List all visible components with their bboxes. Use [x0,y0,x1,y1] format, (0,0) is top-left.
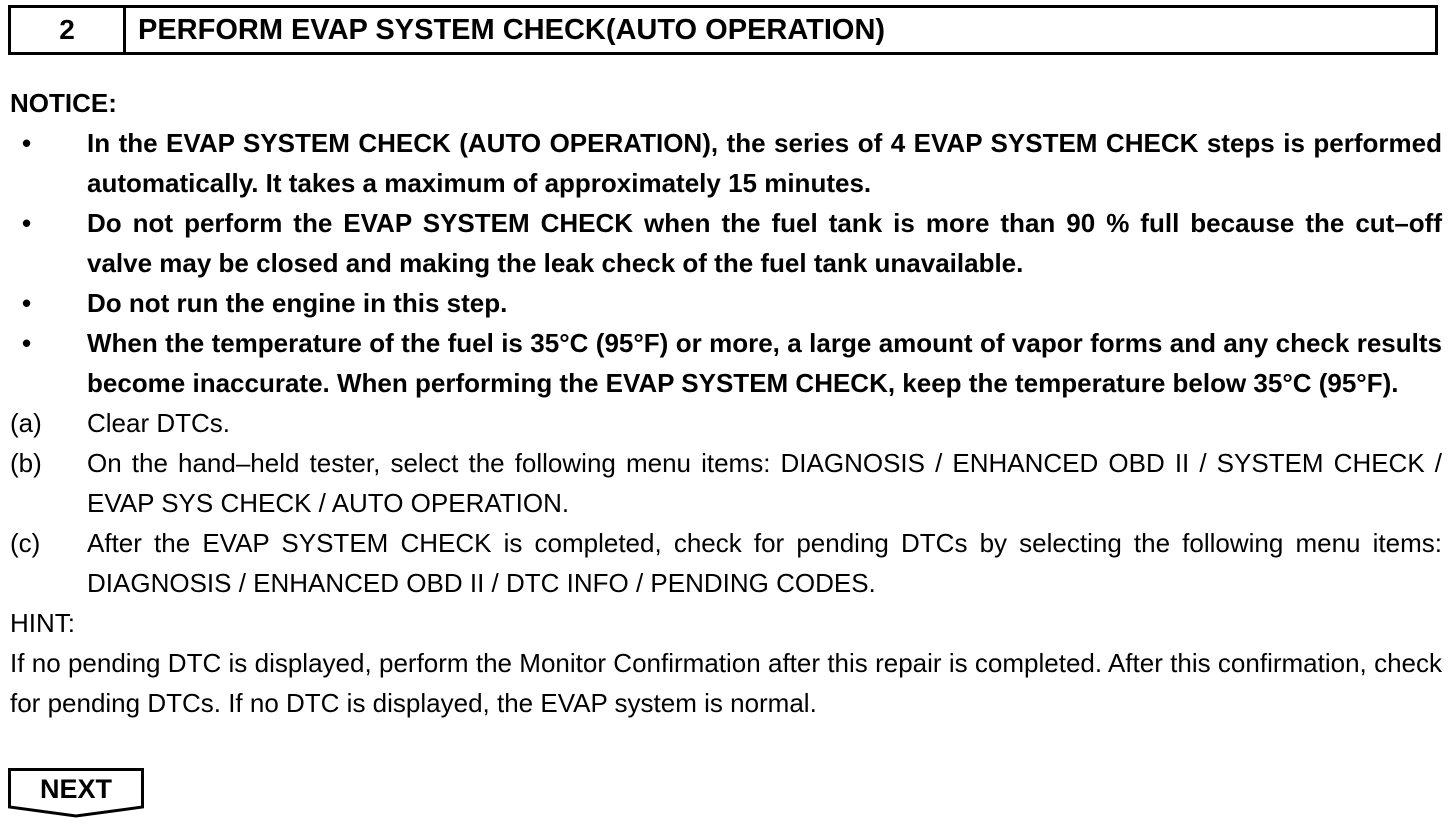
notice-item-text: Do not perform the EVAP SYSTEM CHECK when the fuel tank is more than 90 % full because the cut–off valve may be closed and making the leak check of the fuel tank unavailable. [87,208,1442,278]
procedure-step [10,443,1442,523]
procedure-step [10,523,1442,603]
bullet-icon: • [22,208,32,238]
notice-label: NOTICE: [10,88,117,118]
bullet-icon: • [22,288,32,318]
step-marker: (a) [10,408,42,438]
notice-item-text: When the temperature of the fuel is 35°C (95°F) or more, a large amount of vapor forms and any check results become inaccurate. When performing the EVAP SYSTEM CHECK, keep the temperature below 35°C (95°F). [87,328,1442,398]
notice-item-text: In the EVAP SYSTEM CHECK (AUTO OPERATION), the series of 4 EVAP SYSTEM CHECK steps is performed automatically. It takes a maximum of approximately 15 minutes. [87,128,1442,198]
bullet-icon: • [22,328,32,358]
hint-label: HINT: [10,608,75,638]
notice-item [10,123,1442,203]
step-text: After the EVAP SYSTEM CHECK is completed, check for pending DTCs by selecting the following menu items: DIAGNOSIS / ENHANCED OBD II / DTC INFO / PENDING CODES. [87,528,1442,598]
step-marker: (b) [10,448,42,478]
hint-text: If no pending DTC is displayed, perform the Monitor Confirmation after this repair is completed. After this confirmation, check for pending DTCs. If no DTC is displayed, the EVAP system is normal. [10,648,1442,718]
step-marker: (c) [10,528,41,558]
next-button-label: NEXT [39,774,112,804]
step-text: On the hand–held tester, select the following menu items: DIAGNOSIS / ENHANCED OBD II / SYSTEM CHECK / EVAP SYS CHECK / AUTO OPERATION. [87,448,1442,518]
notice-item [10,203,1442,283]
step-text: Clear DTCs. [87,408,231,438]
notice-item-text: Do not run the engine in this step. [87,288,508,318]
procedure-content [10,83,1442,723]
step-header [8,5,1438,55]
next-button[interactable] [8,768,144,818]
notice-item [10,323,1442,403]
notice-item [10,283,1442,323]
step-title: PERFORM EVAP SYSTEM CHECK(AUTO OPERATION) [138,13,886,46]
procedure-step [10,403,1442,443]
step-number: 2 [11,8,126,52]
bullet-icon: • [22,128,32,158]
